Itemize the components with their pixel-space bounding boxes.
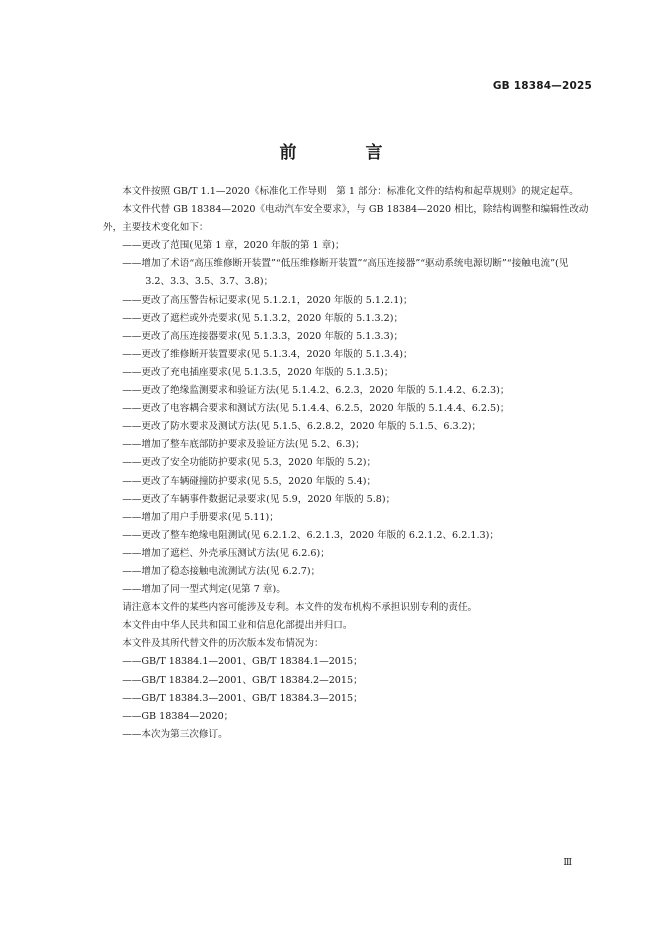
list-item: ——GB 18384—2020； <box>122 710 234 722</box>
intro-paragraph: 本文件按照 GB/T 1.1—2020《标准化工作导则 第 1 部分：标准化文件的结构和起草规则》的规定起草。 <box>122 186 579 197</box>
list-item: ——GB/T 18384.3—2001、GB/T 18384.3—2015； <box>122 692 363 704</box>
intro-paragraph: 本文件代替 GB 18384—2020《电动汽车安全要求》，与 GB 18384—2020 相比，除结构调整和编辑性改动外，主要技术变化如下： <box>103 204 589 234</box>
list-item: ——更改了高压警告标记要求(见 5.1.2.1，2020 年版的 5.1.2.1)； <box>122 294 413 306</box>
list-item: ——更改了遮栏或外壳要求(见 5.1.3.2，2020 年版的 5.1.3.2)； <box>122 312 404 324</box>
list-item: ——增加了整车底部防护要求及验证方法(见 5.2、6.3)； <box>122 439 365 451</box>
notice-paragraph: 本文件由中华人民共和国工业和信息化部提出并归口。 <box>122 620 353 632</box>
list-item: ——更改了绝缘监测要求和验证方法(见 5.1.4.2、6.2.3，2020 年版的 5.1.4.2、6.2.3)； <box>122 385 510 397</box>
list-item: ——增加了用户手册要求(见 5.11)； <box>122 511 279 523</box>
list-item: ——更改了整车绝缘电阻测试(见 6.2.1.2、6.2.1.3，2020 年版的 6.2.1.2、6.2.1.3)； <box>122 529 499 541</box>
list-item: ——更改了车辆事件数据记录要求(见 5.9，2020 年版的 5.8)； <box>122 493 396 505</box>
changes-list <box>103 237 593 599</box>
list-item: ——本次为第三次修订。 <box>122 728 228 740</box>
list-item: ——更改了防水要求及测试方法(见 5.1.5、6.2.8.2，2020 年版的 5.1.5、6.3.2)； <box>122 421 482 433</box>
list-item: ——更改了安全功能防护要求(见 5.3，2020 年版的 5.2)； <box>122 457 377 469</box>
list-item: ——更改了车辆碰撞防护要求(见 5.5，2020 年版的 5.4)； <box>122 475 377 487</box>
list-item: ——更改了范围(见第 1 章，2020 年版的第 1 章)； <box>122 240 345 252</box>
list-item: ——更改了维修断开装置要求(见 5.1.3.4，2020 年版的 5.1.3.4)； <box>122 348 413 360</box>
page-number: Ⅲ <box>563 858 572 868</box>
list-item: ——GB/T 18384.2—2001、GB/T 18384.2—2015； <box>122 674 363 686</box>
list-item: ——增加了同一型式判定(见第 7 章)。 <box>122 584 286 596</box>
notice-paragraph: 请注意本文件的某些内容可能涉及专利。本文件的发布机构不承担识别专利的责任。 <box>122 602 478 614</box>
page-title: 前 言 <box>279 143 409 163</box>
standard-code: GB 18384—2025 <box>492 80 592 92</box>
list-item: ——增加了遮栏、外壳承压测试方法(见 6.2.6)； <box>122 547 330 559</box>
list-item: ——更改了高压连接器要求(见 5.1.3.3，2020 年版的 5.1.3.3)； <box>122 330 404 342</box>
list-item: ——增加了稳态接触电流测试方法(见 6.2.7)； <box>122 565 321 577</box>
history-list <box>103 653 593 743</box>
foreword-body <box>103 183 593 744</box>
list-item: ——更改了充电插座要求(见 5.1.3.5，2020 年版的 5.1.3.5)； <box>122 366 394 378</box>
list-item: ——更改了电容耦合要求和测试方法(见 5.1.4.4、6.2.5，2020 年版的 5.1.4.4、6.2.5)； <box>122 403 510 415</box>
notice-paragraph: 本文件及其所代替文件的历次版本发布情况为： <box>122 638 324 650</box>
list-item: ——增加了术语“高压维修断开装置”“低压维修断开装置”“高压连接器”“驱动系统电源切断”“接触电流”(见 3.2、3.3、3.5、3.7、3.8)； <box>122 258 569 288</box>
list-item: ——GB/T 18384.1—2001、GB/T 18384.1—2015； <box>122 656 363 668</box>
